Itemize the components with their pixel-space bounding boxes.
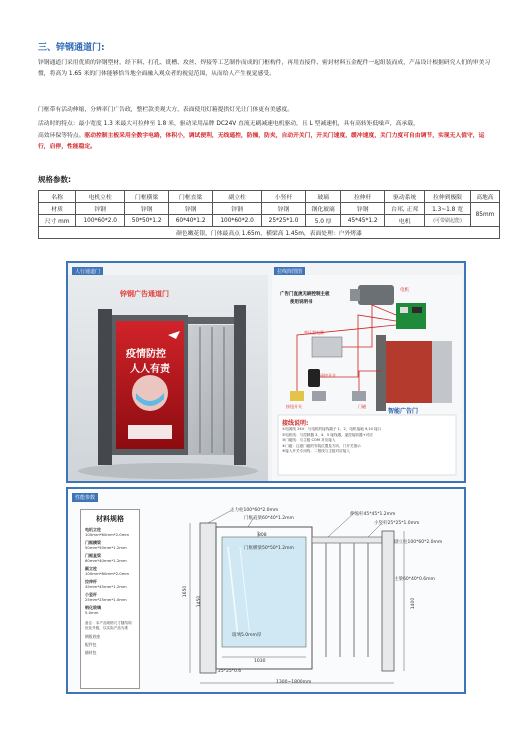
material-item (85, 579, 135, 589)
spec-cell: 锌钢 (125, 203, 169, 215)
label-switch: 按钮开关 (286, 404, 302, 409)
material-name: 电机立柱 (85, 527, 101, 532)
spec-cell: 驱动系统 (385, 191, 425, 203)
diagram-title: 广告门直流无刷控制主板 (280, 292, 330, 297)
material-size: 100mm*60mm*2.0mm (85, 532, 130, 537)
dim-width-range: 1300~1800mm (276, 680, 312, 685)
intro-text-3: 活动时的特点：最小宽度 1.3 米最大可拉伸至 1.8 米，驱动采用品牌 DC24V 直流无刷减速电机驱动，且 L 型减速机，具有高转矩低噪声，高承载， (38, 121, 419, 127)
spec-cell: 锌钢 (213, 203, 262, 215)
intro-text-1: 锌钢通道门采用优质的锌钢型材，经下料、打孔、铣槽、攻丝、焊接等工艺制作而成的门框构件，再用直接件、密封材料五金配件一起组装而成，产品设计根据研究人们的审美习惯，将高为 1.65 米的门体能够恰当地全面融入观众者的视觉范围，从而给人产生视觉感受。 (38, 60, 491, 77)
intro-text-2: 门框带有活动伸缩，分辨率门广告政，整栏款美观大方，表面使用灯箱提拱灯光让门体更有美感度。 (38, 107, 294, 113)
dim-label-right-1: 副立柱100*60*2.0mm (394, 540, 443, 545)
material-size: 5.0mm (85, 610, 99, 615)
material-name: 小竖杆 (85, 592, 97, 597)
product-name-label: 锌钢广告通道门 (120, 290, 169, 298)
spec-cell: 尺寸 mm (39, 215, 76, 227)
spec-cell: 高地高 (470, 191, 499, 203)
label-remote: 遥控开关 (320, 373, 336, 378)
spec-drive-cell: 台邦, 正邦 (385, 203, 425, 215)
product-photo (68, 275, 268, 481)
material-name: 副立柱 (85, 566, 97, 571)
material-item (85, 605, 135, 615)
intro-paragraph-1 (38, 58, 494, 80)
spec-cell: 锌钢 (262, 203, 306, 215)
spec-cell: 门框直梁 (169, 191, 213, 203)
material-item (85, 566, 135, 576)
spec-cell: 100*60*2.0 (213, 215, 262, 227)
label-sensor: 门磁 (358, 404, 366, 409)
wiring-line: ③门磁线：与主板 COM 对应接入 (282, 438, 336, 442)
tech-drawing-panel (66, 487, 466, 694)
dim-label-top-1: 主力柱100*60*2.0mm (230, 508, 279, 513)
spec-cell: 25*25*1.0 (262, 215, 306, 227)
spec-cell: 门框横梁 (125, 191, 169, 203)
spec-cell: 锌钢 (169, 203, 213, 215)
intro-paragraph-3 (38, 119, 494, 130)
dim-width-1030: 1030 (254, 659, 266, 664)
dim-height-1400: 1400 (411, 597, 417, 610)
label-door: 智能广告门 (388, 408, 419, 415)
materials-title: 材料规格 (96, 515, 124, 523)
label-power: 变压器电源 (304, 330, 324, 335)
spec-cell: 电机立柱 (76, 191, 125, 203)
material-item (85, 527, 135, 537)
poster-text-1: 疫情防控 (126, 349, 166, 360)
spec-height-cell: 85mm (470, 203, 499, 227)
spec-table (38, 190, 500, 239)
spec-cell: 材质 (39, 203, 76, 215)
spec-cell: 锌钢 (341, 203, 385, 215)
material-item (85, 540, 135, 550)
material-name: 钢化玻璃 (85, 605, 101, 610)
spec-cell: 副立柱 (213, 191, 262, 203)
wiring-line: ①电源线 24V：与电机的接线端子 1、2，电机接地 9,10 接口 (282, 427, 382, 431)
wiring-line: ⑤接入开关专用线：二根线与主板对应接入 (282, 449, 350, 453)
wiring-line: ④门磁：注意门磁的安装位置及方向，门开关指示 (282, 443, 361, 448)
spec-cell: 锌钢 (76, 203, 125, 215)
intro-paragraph-2 (38, 105, 494, 116)
materials-note: 备注：本产品规格尺寸随结构优化升级，以实际产品为准 (85, 621, 132, 630)
spec-material-row (39, 203, 500, 215)
spec-cell: 拉伸到极限 (425, 191, 471, 203)
glass-label: 玻璃5.0mm厚 (232, 633, 262, 638)
right-panel-header: 拉线简图图 (274, 267, 305, 276)
material-size: 100mm*60mm*2.0mm (85, 571, 130, 576)
performance-header: 性能参数 (72, 493, 98, 502)
spec-title: 规格参数: (38, 175, 71, 184)
dim-height-1650: 1650 (183, 585, 189, 598)
spec-header-row (39, 191, 500, 203)
material-item (85, 592, 135, 602)
intro-text-4-prefix: 高效环保等特点。 (38, 133, 85, 139)
spec-cell: 45*45*1.2 (341, 215, 385, 227)
material-size: 25mm*25mm*1.0mm (85, 597, 127, 602)
dim-label-top-2: 门框直梁60*40*1.2mm (244, 516, 294, 521)
spec-cell: 5.0 厚 (306, 215, 341, 227)
intro-paragraph-4 (38, 131, 494, 153)
dim-label-right-2: 主梁60*40*0.6mm (394, 577, 435, 582)
spec-cell: 钢化玻璃 (306, 203, 341, 215)
wiring-instructions (282, 427, 452, 455)
material-name: 门框横梁 (85, 540, 101, 545)
material-name: 拉伸杆 (85, 579, 97, 584)
spec-note: 颜色嫩花银，门体最高点 1.65m，横梁高 1.45m，表面处理：户外烤漆 (39, 227, 500, 239)
wiring-line: ②电机线：与控制器 3、4、5 接线端，遥控接收器+对应 (282, 432, 373, 437)
wiring-title: 接线说明: (282, 420, 309, 427)
poster-text-2: 人人有责 (130, 364, 170, 375)
dim-label-top-4: 伸缩杆45*45*1.2mm (350, 512, 396, 517)
spec-cell: 拉伸杆 (341, 191, 385, 203)
left-panel-header: 人行通道门 (72, 267, 103, 276)
diagram-subtitle: 使用说明书 (290, 300, 313, 305)
material-size: 50mm*50mm*1.2mm (85, 545, 127, 550)
section-title: 三、锌钢通道门: (38, 43, 105, 53)
spec-drive-cell: 电机 (385, 215, 425, 227)
spec-cell: 50*50*1.2 (125, 215, 169, 227)
spec-cell: 100*60*2.0 (76, 215, 125, 227)
spec-note-row (39, 227, 500, 239)
spec-cell: 小竖杆 (262, 191, 306, 203)
dim-label-top-3: 门框横梁50*50*1.2mm (244, 546, 294, 551)
spec-cell: 玻璃 (306, 191, 341, 203)
spec-cell: 名称 (39, 191, 76, 203)
spec-cell: 1.3~1.8 宽 (425, 203, 471, 215)
material-extra: 钢板底座 (85, 634, 101, 639)
product-image-panel (66, 261, 466, 483)
materials-box (80, 509, 140, 689)
base-label: 25*25*0.6 (218, 669, 242, 674)
dim-label-top-5: 小竖杆25*25*1.0mm (374, 521, 420, 526)
intro-text-4-highlight: 驱动控制主板采用全数字电路，体积小，调试便利，无线遥控，防撞，防夹，自动开关门，开关门速度，缓冲速度，关门力度可自由调节，实现无人值守，运行，启停，性能稳定。 (38, 133, 485, 150)
material-size: 60mm*40mm*1.2mm (85, 558, 127, 563)
material-extra: 配件包 (85, 642, 97, 647)
material-name: 门框直梁 (85, 553, 101, 558)
material-extra: 辅材包 (85, 650, 97, 655)
dim-height-1450: 1450 (197, 595, 203, 608)
spec-cell: 60*40*1.2 (169, 215, 213, 227)
material-item (85, 553, 135, 563)
spec-limit-note: (可带刷起能) (425, 215, 471, 227)
label-motor: 电机 (400, 288, 409, 293)
material-size: 45mm*45mm*1.2mm (85, 584, 127, 589)
spec-size-row (39, 215, 500, 227)
dim-width-808: 808 (258, 533, 267, 538)
